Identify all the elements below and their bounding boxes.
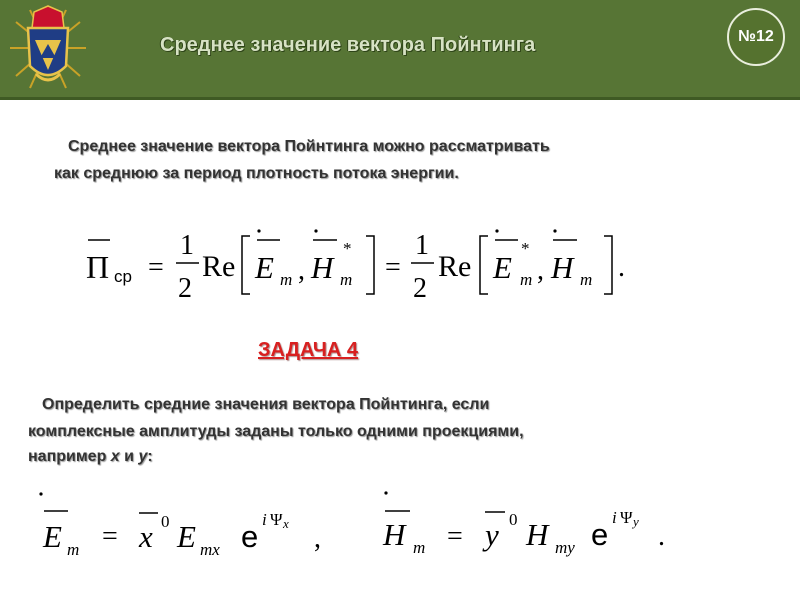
fraction-numerator: 1	[415, 230, 429, 261]
unit-vector-x: x	[139, 519, 153, 554]
vector-e: E	[43, 519, 62, 554]
subscript-mx: mx	[200, 540, 220, 559]
exp-e: e	[241, 519, 259, 554]
slide-number-badge: №12	[727, 8, 785, 66]
re-operator: Re	[202, 250, 236, 283]
comma: ,	[314, 523, 321, 554]
subscript-m: m	[340, 270, 353, 289]
exponent-subscript-x: x	[283, 516, 289, 531]
vector-e: E	[255, 250, 274, 285]
vector-h: H	[311, 250, 334, 285]
period: .	[618, 252, 625, 283]
subscript-m: m	[580, 270, 593, 289]
exponent-psi: Ψ	[620, 508, 633, 527]
exponent-i: i	[262, 510, 267, 529]
vector-h: H	[383, 517, 406, 552]
dot-mark	[384, 491, 387, 494]
intro-line-1: Среднее значение вектора Пойнтинга можно рассматривать	[68, 138, 550, 155]
colon: :	[147, 448, 153, 465]
exponent-i: i	[612, 508, 617, 527]
fraction-numerator: 1	[180, 230, 194, 261]
subscript-m: m	[67, 540, 80, 559]
superscript-zero: 0	[509, 510, 518, 529]
subscript-m: m	[413, 538, 426, 557]
exp-e: e	[591, 517, 609, 552]
comma: ,	[537, 255, 544, 286]
exponent-subscript-y: y	[633, 514, 639, 529]
vector-h: H	[551, 250, 574, 285]
equals-sign: =	[102, 521, 118, 552]
subscript-m: m	[280, 270, 293, 289]
pi-symbol: Π	[86, 249, 110, 285]
task-line-2: комплексные амплитуды заданы только одними проекциями,	[28, 423, 524, 440]
fraction-denominator: 2	[413, 273, 427, 304]
superscript-zero: 0	[161, 512, 170, 531]
subscript-my: my	[555, 538, 575, 557]
dot-mark	[39, 492, 42, 495]
exponent-psi: Ψ	[270, 510, 283, 529]
var-y: y	[138, 448, 148, 465]
amplitude-h: H	[526, 517, 549, 552]
superscript-star: *	[343, 239, 352, 258]
task-title: ЗАДАЧА 4	[258, 339, 359, 361]
equals-sign: =	[447, 521, 463, 552]
equals-sign: =	[385, 252, 401, 283]
task-line-3-prefix: например	[28, 448, 111, 465]
equals-sign: =	[148, 252, 164, 283]
subscript-sr: ср	[114, 267, 132, 286]
intro-line-2: как среднюю за период плотность потока энергии.	[54, 165, 459, 182]
vector-e: E	[493, 250, 512, 285]
var-x: x	[110, 448, 120, 465]
period: .	[658, 521, 665, 552]
comma: ,	[298, 255, 305, 286]
amplitude-e: E	[177, 519, 196, 554]
re-operator: Re	[438, 250, 472, 283]
unit-vector-y: y	[485, 517, 499, 552]
subscript-m: m	[520, 270, 533, 289]
superscript-star: *	[521, 239, 530, 258]
conjunction-and: и	[119, 448, 139, 465]
fraction-denominator: 2	[178, 273, 192, 304]
task-line-1: Определить средние значения вектора Пойнтинга, если	[42, 396, 490, 413]
page-title: Среднее значение вектора Пойнтинга	[160, 34, 536, 56]
